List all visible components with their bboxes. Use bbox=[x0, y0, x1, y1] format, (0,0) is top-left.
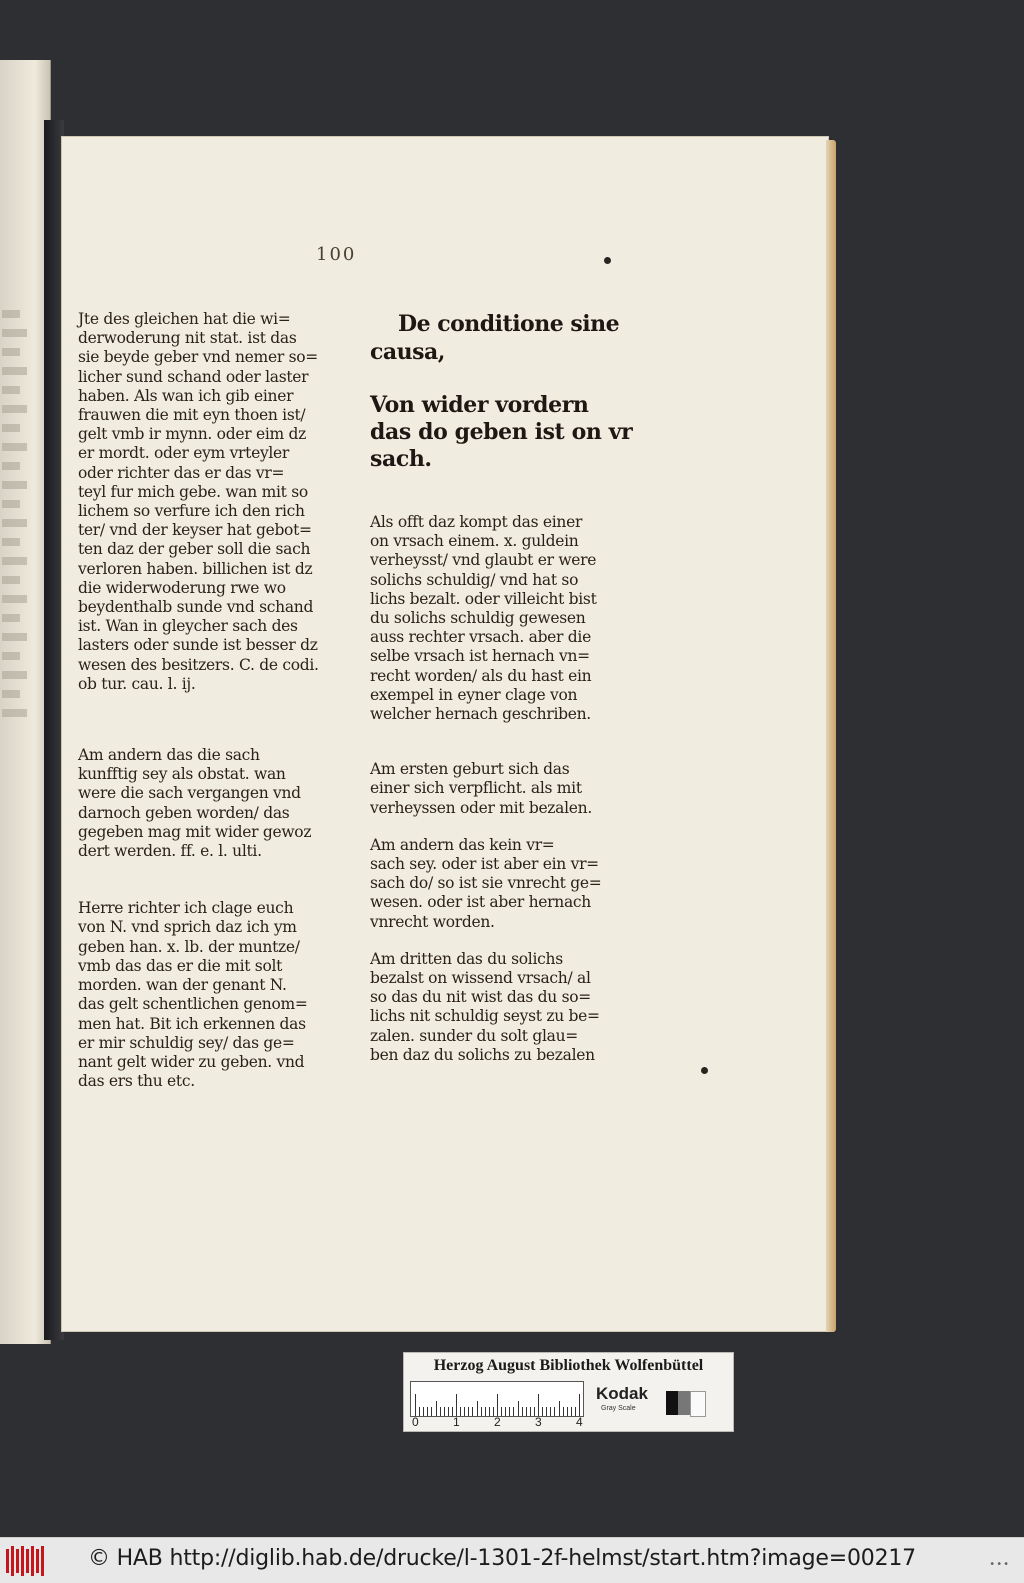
text-line: so das du nit wist das du so= bbox=[370, 988, 591, 1007]
paragraph bbox=[370, 836, 605, 932]
paragraph bbox=[370, 513, 605, 724]
show-through-text bbox=[2, 386, 20, 394]
ruler-tick bbox=[571, 1407, 572, 1416]
page-edge bbox=[826, 140, 836, 1332]
gray-patch bbox=[678, 1391, 690, 1415]
text-line: verheyssen oder mit bezalen. bbox=[370, 798, 592, 817]
show-through-text bbox=[2, 481, 27, 489]
text-line: Herre richter ich clage euch bbox=[78, 899, 294, 918]
ink-dot bbox=[604, 257, 611, 264]
ruler-tick bbox=[538, 1394, 539, 1416]
show-through-text bbox=[2, 329, 27, 337]
text-line: vnrecht worden. bbox=[370, 912, 495, 931]
text-line: bezalst on wissend vrsach/ al bbox=[370, 969, 591, 988]
left-text-column bbox=[78, 310, 319, 1091]
text-line: teyl fur mich gebe. wan mit so bbox=[78, 482, 308, 501]
ruler-tick bbox=[481, 1407, 482, 1416]
ruler-tick bbox=[530, 1407, 531, 1416]
library-name: Herzog August Bibliothek Wolfenbüttel bbox=[433, 1357, 704, 1374]
text-line: Jte des gleichen hat die wi= bbox=[78, 310, 291, 328]
text-line: causa, bbox=[370, 339, 445, 365]
kodak-color-scale bbox=[403, 1352, 734, 1432]
ruler-number: 4 bbox=[576, 1415, 583, 1429]
text-line: gelt vmb ir mynn. oder eim dz bbox=[78, 425, 306, 444]
logo-bar bbox=[16, 1549, 19, 1573]
ruler-number: 2 bbox=[494, 1415, 501, 1429]
text-line: von N. vnd sprich daz ich ym bbox=[78, 918, 297, 937]
ruler-tick bbox=[559, 1401, 560, 1416]
kodak-logo: Kodak bbox=[596, 1384, 648, 1403]
text-line: verloren haben. billichen ist dz bbox=[78, 559, 313, 578]
show-through-text bbox=[2, 424, 20, 432]
text-line: solichs schuldig/ vnd hat so bbox=[370, 570, 579, 589]
ruler-tick bbox=[567, 1407, 568, 1416]
text-line: lichs bezalt. oder villeicht bist bbox=[370, 589, 597, 608]
ruler-tick bbox=[448, 1407, 449, 1416]
ink-dot bbox=[701, 1067, 708, 1074]
ruler-tick bbox=[505, 1407, 506, 1416]
show-through-text bbox=[2, 348, 20, 356]
paragraph bbox=[370, 950, 605, 1065]
text-line: vmb das das er die mit solt bbox=[78, 956, 283, 975]
ruler-tick bbox=[472, 1407, 473, 1416]
ruler-tick bbox=[456, 1394, 457, 1416]
show-through-text bbox=[2, 709, 27, 717]
folio-number: 100 bbox=[316, 244, 357, 265]
text-line: lichem so verfure ich den rich bbox=[78, 502, 305, 521]
right-text-column bbox=[370, 310, 633, 1065]
logo-bar bbox=[11, 1546, 14, 1576]
ruler-tick bbox=[460, 1407, 461, 1416]
ruler-tick bbox=[554, 1407, 555, 1416]
text-line: wesen. oder ist aber hernach bbox=[370, 893, 591, 912]
ruler-tick bbox=[436, 1401, 437, 1416]
show-through-text bbox=[2, 443, 27, 451]
text-line: einer sich verpflicht. als mit bbox=[370, 779, 582, 798]
text-line: ter/ vnd der keyser hat gebot= bbox=[78, 521, 312, 540]
text-line: beydenthalb sunde vnd schand bbox=[78, 598, 314, 617]
text-line: derwoderung nit stat. ist das bbox=[78, 329, 297, 348]
text-line: auss rechter vrsach. aber die bbox=[370, 628, 591, 647]
ruler-tick bbox=[423, 1407, 424, 1416]
ruler-tick bbox=[546, 1407, 547, 1416]
ruler-tick bbox=[579, 1394, 580, 1416]
text-line: lichs nit schuldig seyst zu be= bbox=[370, 1007, 600, 1026]
text-line: ist. Wan in gleycher sach des bbox=[78, 617, 298, 636]
show-through-text bbox=[2, 462, 20, 470]
black-patch bbox=[666, 1391, 678, 1415]
more-menu-icon[interactable]: ••• bbox=[989, 1559, 1010, 1570]
ruler-tick bbox=[419, 1407, 420, 1416]
text-line: dert werden. ff. e. l. ulti. bbox=[78, 842, 262, 861]
paragraph bbox=[78, 746, 310, 861]
ruler-number: 3 bbox=[535, 1415, 542, 1429]
ruler-tick bbox=[513, 1407, 514, 1416]
ruler-tick bbox=[550, 1407, 551, 1416]
text-line: gegeben mag mit wider gewoz bbox=[78, 822, 312, 841]
logo-bar bbox=[31, 1546, 34, 1576]
german-heading bbox=[370, 392, 633, 473]
show-through-text bbox=[2, 405, 27, 413]
text-line: verheysst/ vnd glaubt er were bbox=[370, 551, 597, 570]
text-line: das ers thu etc. bbox=[78, 1072, 195, 1091]
text-line: er mordt. oder eym vrteyler bbox=[78, 444, 290, 463]
text-line: sach. bbox=[370, 446, 432, 472]
logo-bar bbox=[21, 1546, 24, 1576]
text-line: das gelt schentlichen genom= bbox=[78, 995, 308, 1014]
ruler-tick bbox=[468, 1407, 469, 1416]
text-line: men hat. Bit ich erkennen das bbox=[78, 1014, 306, 1033]
show-through-text bbox=[2, 500, 20, 508]
hab-logo-icon[interactable] bbox=[6, 1546, 46, 1576]
ruler-tick bbox=[522, 1407, 523, 1416]
show-through-text bbox=[2, 557, 27, 565]
text-line: nant gelt wider zu geben. vnd bbox=[78, 1052, 305, 1071]
text-line: oder richter das er das vr= bbox=[78, 463, 285, 482]
show-through-text bbox=[2, 367, 27, 375]
text-line: du solichs schuldig gewesen bbox=[370, 609, 586, 628]
ruler-tick bbox=[485, 1407, 486, 1416]
show-through-text bbox=[2, 690, 20, 698]
text-line: sie beyde geber vnd nemer so= bbox=[78, 348, 318, 367]
show-through-text bbox=[2, 310, 20, 318]
latin-heading bbox=[370, 310, 620, 366]
show-through-text bbox=[2, 519, 27, 527]
text-line: Von wider vordern bbox=[370, 392, 589, 418]
text-line: on vrsach einem. x. guldein bbox=[370, 532, 579, 551]
ruler-tick bbox=[497, 1394, 498, 1416]
ruler-tick bbox=[464, 1407, 465, 1416]
text-line: were die sach vergangen vnd bbox=[78, 784, 301, 803]
text-line: Am dritten das du solichs bbox=[370, 949, 563, 968]
ruler-tick bbox=[563, 1407, 564, 1416]
show-through-text bbox=[2, 576, 20, 584]
text-line: frauwen die mit eyn thoen ist/ bbox=[78, 406, 306, 425]
text-line: Am andern das kein vr= bbox=[370, 835, 555, 854]
ruler-number: 1 bbox=[453, 1415, 460, 1429]
show-through-text bbox=[2, 633, 27, 641]
text-line: licher sund schand oder laster bbox=[78, 367, 309, 386]
text-line: zalen. sunder du solt glau= bbox=[370, 1026, 578, 1045]
text-line: haben. Als wan ich gib einer bbox=[78, 386, 294, 405]
text-line: darnoch geben worden/ das bbox=[78, 803, 290, 822]
text-line: exempel in eyner clage von bbox=[370, 685, 578, 704]
ruler-tick bbox=[427, 1407, 428, 1416]
ruler-tick bbox=[542, 1407, 543, 1416]
text-line: das do geben ist on vr bbox=[370, 419, 633, 445]
text-line: ob tur. cau. l. ij. bbox=[78, 674, 196, 693]
text-line: lasters oder sunde ist besser dz bbox=[78, 636, 318, 655]
ruler-tick bbox=[477, 1401, 478, 1416]
text-line: sach sey. oder ist aber ein vr= bbox=[370, 855, 599, 874]
show-through-text bbox=[2, 671, 27, 679]
text-line: ten daz der geber soll die sach bbox=[78, 540, 311, 559]
kodak-subtitle: Gray Scale bbox=[601, 1405, 636, 1412]
paragraph bbox=[78, 310, 319, 694]
text-line: selbe vrsach ist hernach vn= bbox=[370, 647, 590, 666]
ruler-tick bbox=[526, 1407, 527, 1416]
logo-bar bbox=[36, 1549, 39, 1573]
text-line: er mir schuldig sey/ das ge= bbox=[78, 1033, 295, 1052]
text-line: De conditione sine bbox=[398, 311, 620, 337]
text-line: geben han. x. lb. der muntze/ bbox=[78, 937, 300, 956]
ruler-tick bbox=[489, 1407, 490, 1416]
show-through-text bbox=[2, 652, 20, 660]
text-line: Am ersten geburt sich das bbox=[370, 760, 570, 779]
ruler-tick bbox=[431, 1407, 432, 1416]
footer-bar bbox=[0, 1537, 1024, 1583]
text-line: morden. wan der genant N. bbox=[78, 976, 287, 995]
ruler-tick bbox=[415, 1394, 416, 1416]
text-line: welcher hernach geschriben. bbox=[370, 705, 591, 724]
ruler-tick bbox=[440, 1407, 441, 1416]
ruler-number: 0 bbox=[412, 1415, 419, 1429]
logo-bar bbox=[6, 1549, 9, 1573]
text-line: die widerwoderung rwe wo bbox=[78, 578, 286, 597]
ruler bbox=[410, 1381, 584, 1417]
text-line: wesen des besitzers. C. de codi. bbox=[78, 655, 319, 674]
text-line: ben daz du solichs zu bezalen bbox=[370, 1045, 595, 1064]
text-line: Als offt daz kompt das einer bbox=[370, 513, 583, 531]
text-line: kunfftig sey als obstat. wan bbox=[78, 765, 286, 784]
text-line: recht worden/ als du hast ein bbox=[370, 666, 592, 685]
paragraph bbox=[370, 760, 605, 818]
ruler-tick bbox=[444, 1407, 445, 1416]
logo-bar bbox=[41, 1546, 44, 1576]
white-patch bbox=[690, 1391, 706, 1417]
ruler-tick bbox=[501, 1407, 502, 1416]
text-line: Am andern das die sach bbox=[78, 746, 260, 765]
paragraph bbox=[78, 899, 310, 1091]
ruler-tick bbox=[518, 1401, 519, 1416]
show-through-text bbox=[2, 538, 20, 546]
show-through-text bbox=[2, 595, 27, 603]
logo-bar bbox=[26, 1549, 29, 1573]
text-line: sach do/ so ist sie vnrecht ge= bbox=[370, 874, 602, 893]
ruler-tick bbox=[509, 1407, 510, 1416]
copyright-url[interactable]: © HAB http://diglib.hab.de/drucke/l-1301-2f-helmst/start.htm?image=00217 bbox=[88, 1546, 916, 1571]
show-through-text bbox=[2, 614, 20, 622]
